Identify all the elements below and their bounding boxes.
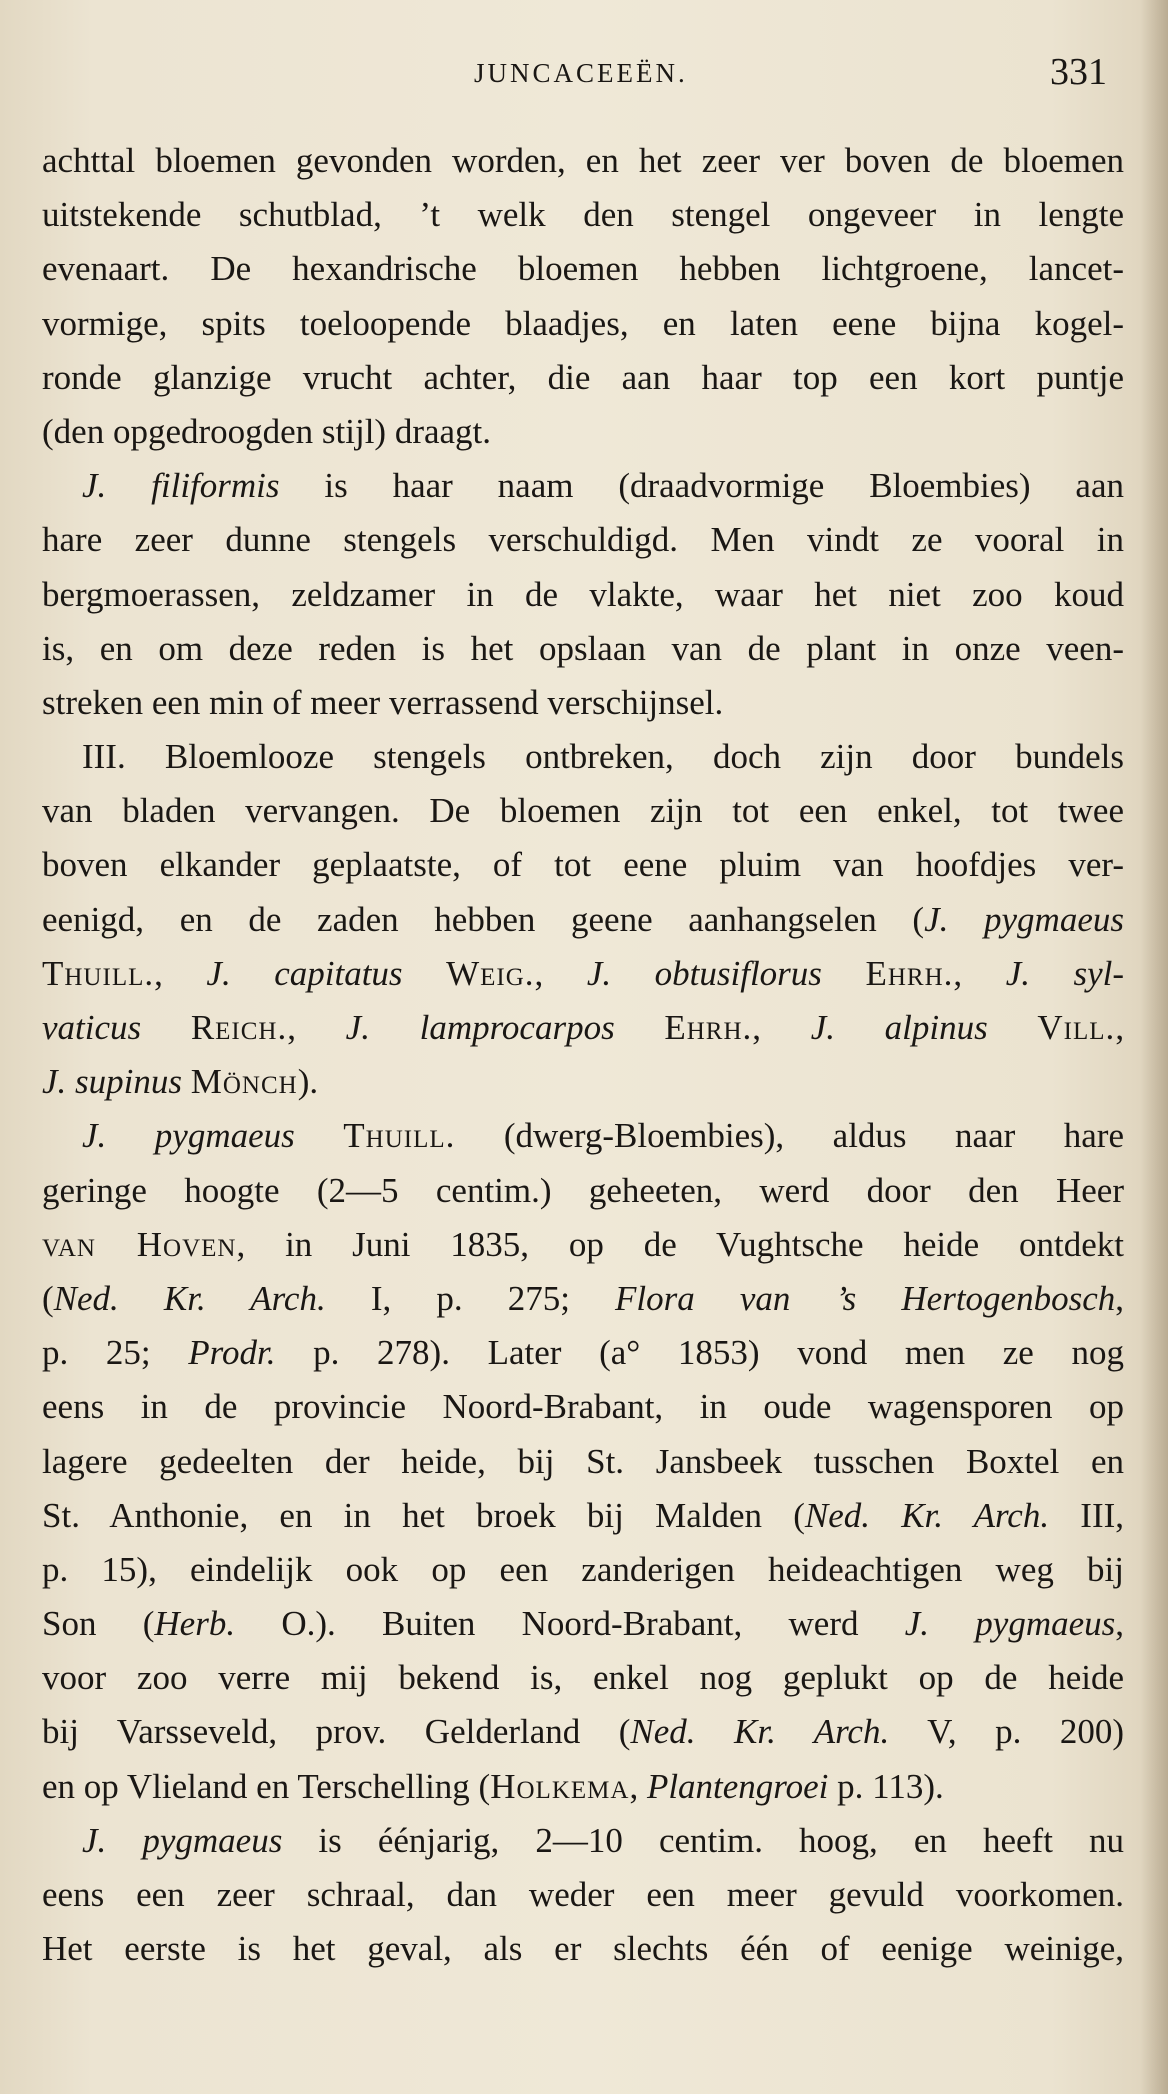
italic-run: J. obtusiflorus	[586, 953, 822, 993]
text-run: vormige, spits toeloopende blaadjes, en laten eene bijna kogel-	[42, 303, 1124, 343]
text-run: ,	[953, 953, 1006, 993]
text-run	[295, 1116, 344, 1155]
text-line	[42, 1760, 1124, 1814]
text-run: p. 113).	[828, 1766, 944, 1806]
text-run: III. Bloemlooze stengels ontbreken, doch zijn door bundels	[82, 737, 1124, 777]
text-line	[42, 1055, 1124, 1109]
text-line	[42, 1272, 1124, 1326]
text-run: bergmoerassen, zeldzamer in de vlakte, waar het niet zoo koud	[42, 574, 1124, 614]
text-run: evenaart. De hexandrische bloemen hebben lichtgroene, lancet-	[42, 249, 1124, 289]
text-run: I, p. 275;	[325, 1278, 616, 1318]
italic-run: Prodr.	[188, 1333, 276, 1373]
italic-run: J. capitatus	[206, 953, 403, 993]
small-caps-run: Ehrh.	[664, 1008, 753, 1047]
text-line	[42, 947, 1124, 1001]
text-run: hare zeer dunne stengels verschuldigd. Men vindt ze vooral in	[42, 520, 1124, 560]
text-line	[42, 838, 1124, 892]
italic-run: J. supinus	[42, 1062, 182, 1102]
text-run: ,	[629, 1766, 647, 1806]
text-line	[42, 513, 1124, 567]
italic-run: J. syl-	[1005, 953, 1125, 993]
text-run	[141, 1008, 191, 1047]
small-caps-run: Thuill.	[343, 1116, 456, 1156]
running-title: JUNCACEEËN.	[474, 58, 688, 88]
text-run	[988, 1008, 1038, 1047]
text-line	[42, 134, 1124, 188]
text-run: achttal bloemen gevonden worden, en het zeer ver boven de bloemen	[42, 141, 1124, 180]
body-text	[42, 134, 1124, 1976]
text-run	[182, 1062, 191, 1101]
text-run: uitstekende schutblad, ’t welk den stengel ongeveer in lengte	[42, 195, 1124, 235]
page-number: 331	[1050, 51, 1107, 93]
text-line	[42, 242, 1124, 296]
small-caps-run: Weig.	[446, 953, 535, 993]
text-run: p. 25;	[42, 1333, 189, 1373]
text-line	[42, 676, 1124, 730]
italic-run: Herb.	[154, 1604, 236, 1644]
text-run: (dwerg-Bloembies), aldus naar hare	[455, 1116, 1124, 1156]
text-line	[42, 351, 1124, 405]
text-run: ,	[1115, 1278, 1124, 1318]
italic-run: Plantengroei	[646, 1766, 829, 1806]
text-run: van bladen vervangen. De bloemen zijn tot een enkel, tot twee	[42, 791, 1124, 831]
text-run: III,	[1049, 1495, 1125, 1535]
text-run	[403, 954, 447, 993]
small-caps-run: Vill.	[1037, 1008, 1116, 1047]
text-run: , in Juni 1835, op de Vughtsche heide ontdekt	[236, 1224, 1124, 1264]
italic-run: J. pygmaeus	[904, 1604, 1116, 1644]
text-line	[42, 1543, 1124, 1597]
italic-run: J. pygmaeus	[82, 1820, 283, 1860]
text-line	[42, 1597, 1124, 1651]
small-caps-run: Holkema	[490, 1766, 630, 1806]
text-line	[42, 1109, 1124, 1163]
text-line	[42, 1380, 1124, 1434]
text-line	[42, 1651, 1124, 1705]
text-line	[42, 1001, 1124, 1055]
italic-run: vaticus	[42, 1008, 142, 1047]
text-line	[42, 188, 1124, 242]
text-run: p. 278). Later (a° 1853) vond men ze nog	[275, 1333, 1124, 1373]
text-run: eens een zeer schraal, dan weder een meer gevuld voorkomen.	[42, 1875, 1124, 1914]
text-run: eens in de provincie Noord-Brabant, in oude wagensporen op	[42, 1387, 1124, 1427]
text-line	[42, 1435, 1124, 1489]
small-caps-run: Thuill.	[42, 953, 155, 993]
text-run: ronde glanzige vrucht achter, die aan haar top een kort puntje	[42, 357, 1124, 397]
text-line	[42, 730, 1124, 784]
text-run: is éénjarig, 2—10 centim. hoog, en heeft nu	[282, 1820, 1124, 1860]
italic-run: Ned. Kr. Arch.	[630, 1712, 890, 1752]
text-line	[42, 1922, 1124, 1976]
text-run: ).	[297, 1062, 319, 1102]
text-line	[42, 1489, 1124, 1543]
small-caps-run: Reich.	[190, 1008, 288, 1047]
text-run: ,	[154, 953, 207, 993]
text-run: Het eerste is het geval, als er slechts één of eenige weinige,	[42, 1929, 1124, 1969]
text-line	[42, 1868, 1124, 1922]
text-run: boven elkander geplaatste, of tot eene pluim van hoofdjes ver-	[42, 845, 1124, 885]
text-run: ,	[534, 953, 587, 993]
text-line	[42, 784, 1124, 838]
text-line	[42, 568, 1124, 622]
text-line	[42, 1814, 1124, 1868]
italic-run: J. pygmaeus	[82, 1116, 295, 1156]
text-run: p. 15), eindelijk ook op een zanderigen heideachtigen weg bij	[42, 1549, 1124, 1589]
text-run: V, p. 200)	[889, 1712, 1124, 1752]
text-line	[42, 893, 1124, 947]
text-run: (	[42, 1278, 54, 1318]
text-run: eenigd, en de zaden hebben geene aanhangselen (	[42, 899, 925, 939]
text-line	[42, 1326, 1124, 1380]
text-run	[822, 954, 866, 993]
text-line	[42, 297, 1124, 351]
text-line	[42, 1218, 1124, 1272]
text-run: geringe hoogte (2—5 centim.) geheeten, werd door den Heer	[42, 1170, 1124, 1210]
text-run: O.). Buiten Noord-Brabant, werd	[235, 1604, 905, 1644]
text-run: bij Varsseveld, prov. Gelderland (	[42, 1712, 631, 1752]
text-run: ,	[287, 1008, 346, 1047]
italic-run: Ned. Kr. Arch.	[53, 1278, 326, 1318]
italic-run: J. pygmaeus	[924, 899, 1124, 939]
text-line	[42, 622, 1124, 676]
small-caps-run: Ehrh.	[865, 953, 954, 993]
italic-run: J. alpinus	[810, 1008, 988, 1047]
running-head	[0, 50, 1168, 100]
text-run	[615, 1008, 665, 1047]
text-line	[42, 459, 1124, 513]
text-run: ,	[1115, 1008, 1125, 1047]
text-run: lagere gedeelten der heide, bij St. Jansbeek tusschen Boxtel en	[42, 1441, 1124, 1481]
text-run: voor zoo verre mij bekend is, enkel nog geplukt op de heide	[42, 1658, 1124, 1698]
text-run: St. Anthonie, en in het broek bij Malden (	[42, 1495, 805, 1535]
text-line	[42, 1705, 1124, 1759]
text-line	[42, 1164, 1124, 1218]
text-run: is haar naam (draadvormige Bloembies) aan	[279, 466, 1124, 506]
italic-run: Flora van ’s Hertogenbosch	[615, 1278, 1116, 1318]
small-caps-run: Mönch	[190, 1062, 298, 1102]
text-run: Son (	[42, 1604, 155, 1644]
small-caps-run: van Hoven	[42, 1224, 237, 1264]
text-run: ,	[1115, 1604, 1124, 1644]
italic-run: J. lamprocarpos	[345, 1008, 615, 1047]
page-edge-shadow	[1140, 0, 1168, 2094]
italic-run: Ned. Kr. Arch.	[804, 1495, 1050, 1535]
text-line	[42, 405, 1124, 459]
text-run: ,	[752, 1008, 811, 1047]
text-run: is, en om deze reden is het opslaan van de plant in onze veen-	[42, 628, 1124, 668]
italic-run: J. filiformis	[82, 466, 280, 506]
text-run: (den opgedroogden stijl) draagt.	[42, 411, 492, 451]
text-run: en op Vlieland en Terschelling (	[42, 1766, 491, 1806]
text-run: streken een min of meer verrassend verschijnsel.	[42, 682, 724, 722]
